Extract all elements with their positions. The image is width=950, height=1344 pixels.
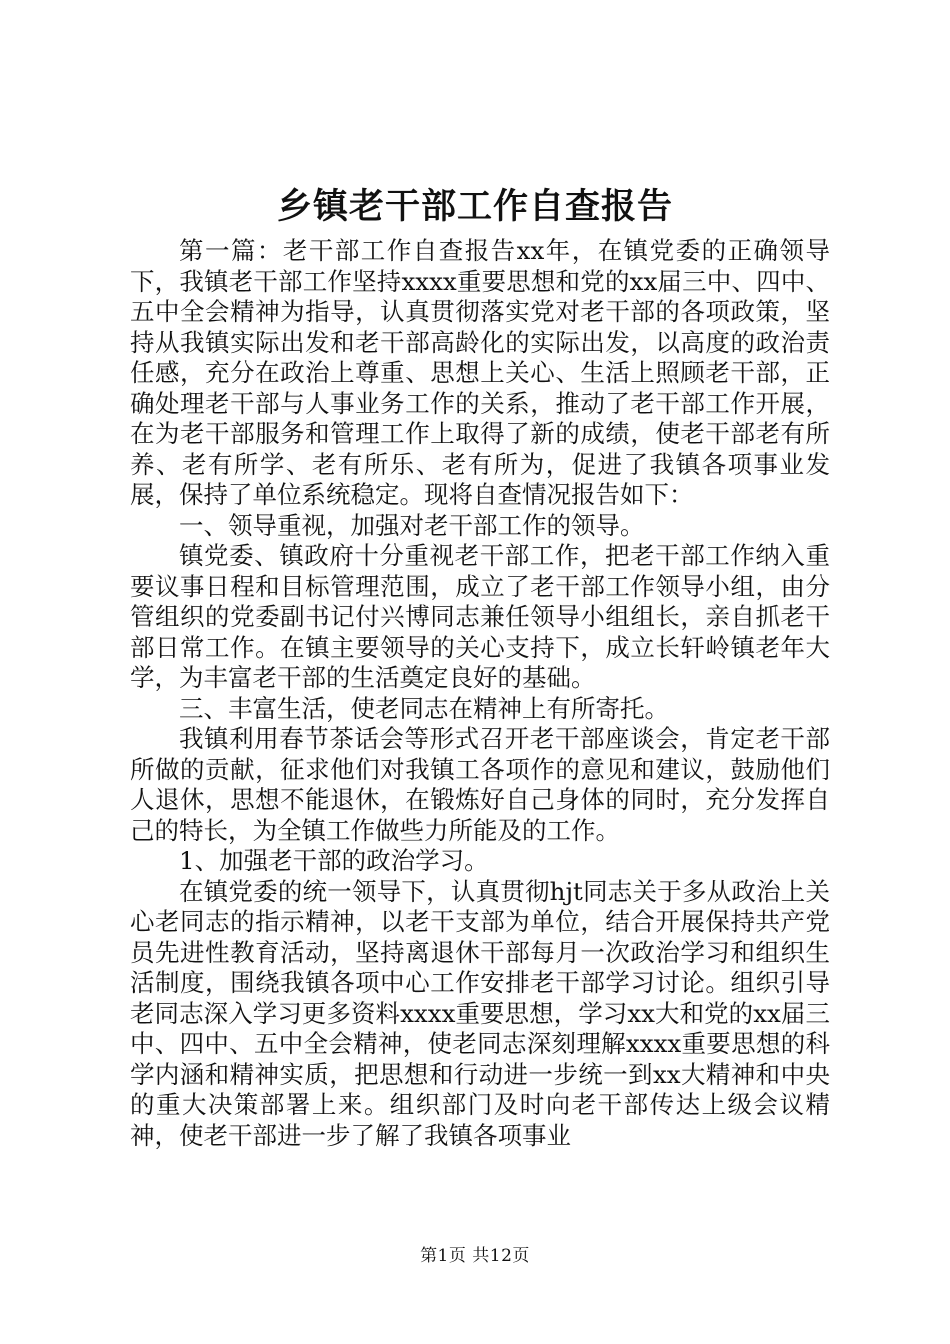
section-heading-political-study: 1、加强老干部的政治学习。 [179,846,489,875]
paragraph-leadership: 镇党委、镇政府十分重视老干部工作，把老干部工作纳入重要议事日程和目标管理范围，成立了老干部工作领导小组，由分管组织的党委副书记付兴博同志兼任领导小组组长，亲自抓老干部日常工作。在镇主要领导的关心支持下，成立长轩岭镇老年大学，为丰富老干部的生活奠定良好的基础。 [130,541,830,692]
paragraph-intro: 第一篇：老干部工作自查报告xx年，在镇党委的正确领导下，我镇老干部工作坚持xxxx重要思想和党的xx届三中、四中、五中全会精神为指导，认真贯彻落实党对老干部的各项政策，坚持从我镇实际出发和老干部高龄化的实际出发，以高度的政治责任感，充分在政治上尊重、思想上关心、生活上照顾老干部，正确处理老干部与人事业务工作的关系，推动了老干部工作开展，在为老干部服务和管理工作上取得了新的成绩，使老干部老有所养、老有所学、老有所乐、老有所为，促进了我镇各项事业发展，保持了单位系统稳定。现将自查情况报告如下： [130,236,830,509]
section-heading-leadership: 一、领导重视，加强对老干部工作的领导。 [179,510,645,540]
paragraph-political-study: 在镇党委的统一领导下，认真贯彻hjt同志关于多从政治上关心老同志的指示精神，以老干支部为单位，结合开展保持共产党员先进性教育活动，坚持离退休干部每月一次政治学习和组织生活制度，围绕我镇各项中心工作安排老干部学习讨论。组织引导老同志深入学习更多资料xxxx重要思想，学习xx大和党的xx届三中、四中、五中全会精神，使老同志深刻理解xxxx重要思想的科学内涵和精神实质，把思想和行动进一步统一到xx大精神和中央的重大决策部署上来。组织部门及时向老干部传达上级会议精神，使老干部进一步了解了我镇各项事业 [130,876,830,1150]
page-footer: 第1页 共12页 [420,1246,530,1266]
paragraph-life: 我镇利用春节茶话会等形式召开老干部座谈会，肯定老干部所做的贡献，征求他们对我镇工各项作的意见和建议，鼓励他们人退休，思想不能退休，在锻炼好自己身体的同时，充分发挥自己的特长，为全镇工作做些力所能及的工作。 [130,724,830,845]
document-body [130,236,830,1151]
document-title: 乡镇老干部工作自查报告 [276,186,673,227]
section-heading-life: 三、丰富生活，使老同志在精神上有所寄托。 [179,693,669,723]
